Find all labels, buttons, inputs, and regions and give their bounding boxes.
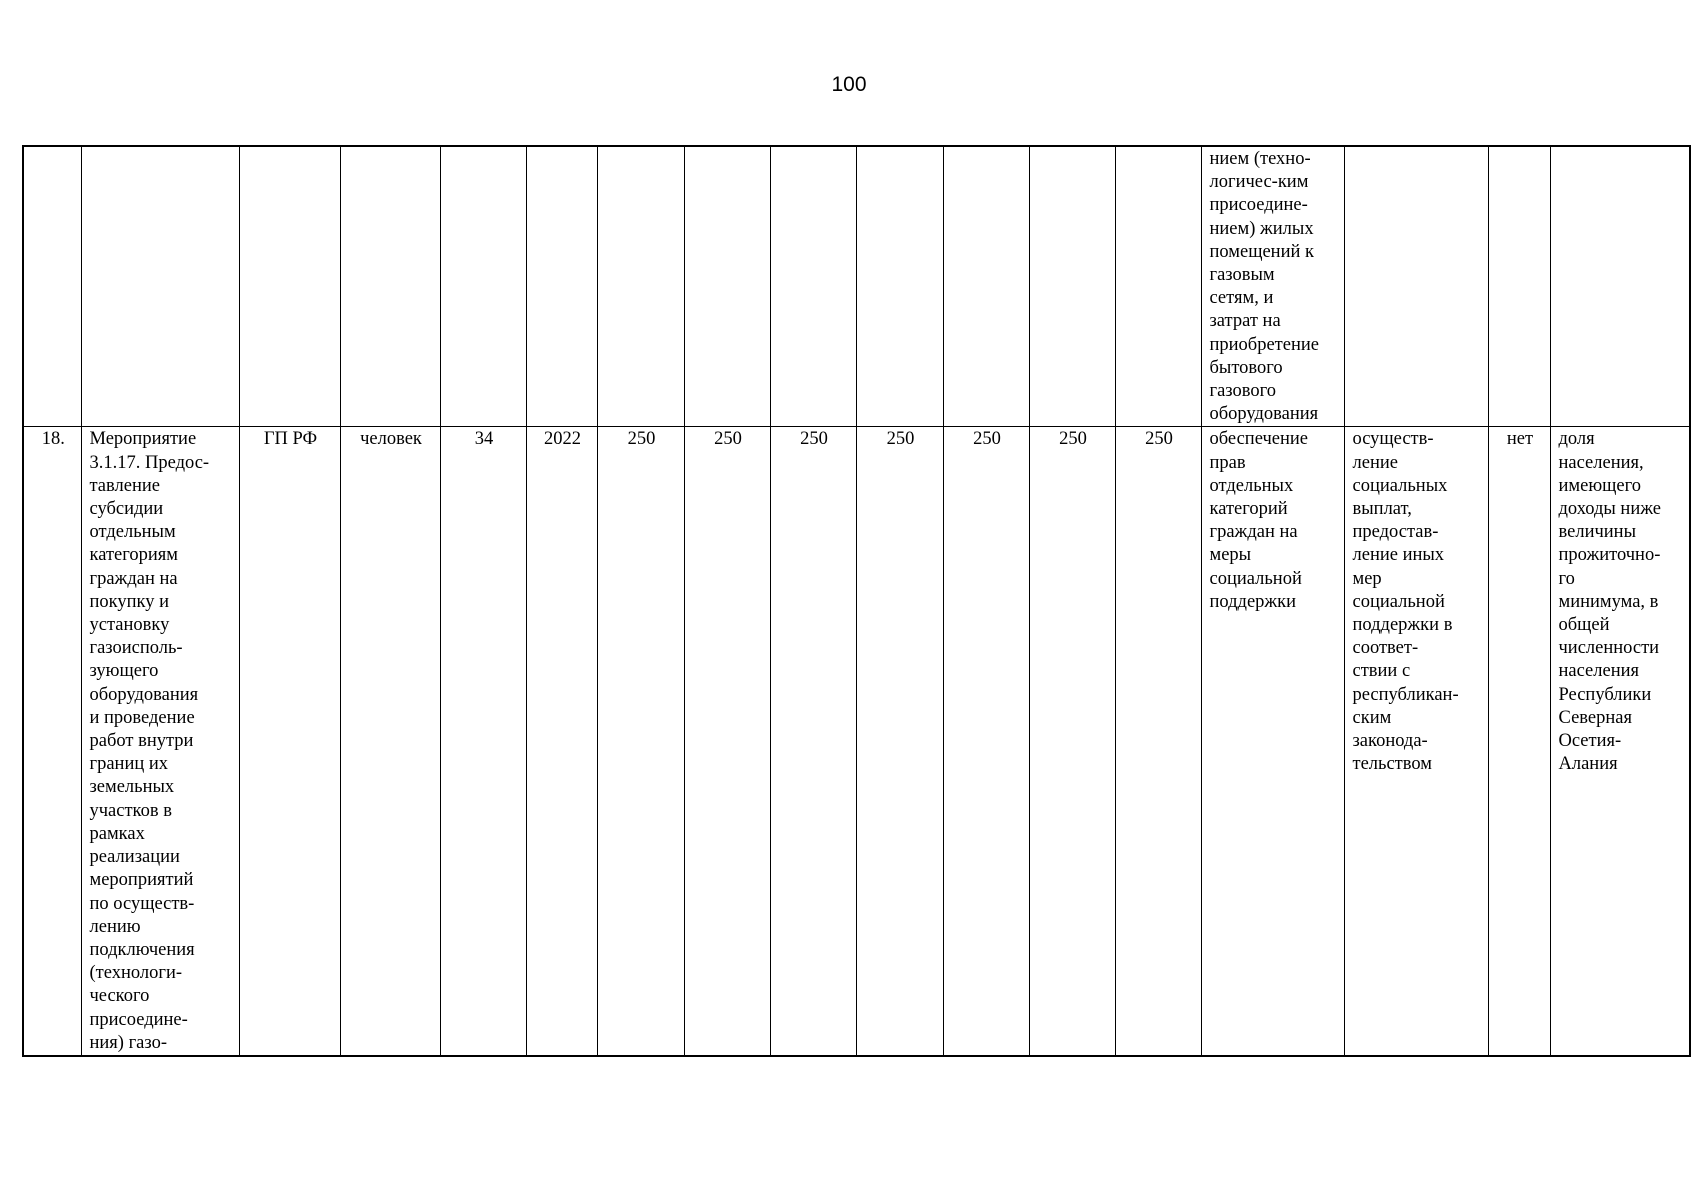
cell-year (526, 146, 597, 427)
cell-unit (340, 146, 440, 427)
cell-number (23, 146, 81, 427)
cell-number: 18. (23, 427, 81, 1056)
cell-value (770, 146, 856, 427)
cell-value: 250 (1029, 427, 1115, 1056)
cell-indicator: доля населения, имеющего доходы ниже величины прожиточно- го минимума, в общей численности населения Республики Северная Осетия- Алания (1550, 427, 1690, 1056)
page-number: 100 (831, 73, 867, 96)
cell-value: 250 (1115, 427, 1201, 1056)
cell-executor (239, 146, 340, 427)
cell-value: 250 (856, 427, 943, 1056)
cell-flag: нет (1488, 427, 1550, 1056)
cell-base-value (440, 146, 526, 427)
cell-unit: человек (340, 427, 440, 1056)
cell-goal: нием (техно- логичес-ким присоедине- нием) жилых помещений к газовым сетям, и затрат на приобретение бытового газового оборудования (1201, 146, 1344, 427)
cell-description: осуществ- ление социальных выплат, предостав- ление иных мер социальной поддержки в соответ- ствии с республикан- ским законода- тельством (1344, 427, 1488, 1056)
cell-executor: ГП РФ (239, 427, 340, 1056)
table-row (23, 146, 1690, 427)
program-table (22, 145, 1691, 1057)
cell-value (597, 146, 684, 427)
table-row (23, 427, 1690, 1056)
cell-flag (1488, 146, 1550, 427)
cell-value (1029, 146, 1115, 427)
cell-indicator (1550, 146, 1690, 427)
cell-value (943, 146, 1029, 427)
cell-year: 2022 (526, 427, 597, 1056)
cell-value: 250 (943, 427, 1029, 1056)
cell-description (1344, 146, 1488, 427)
cell-value: 250 (684, 427, 770, 1056)
cell-value: 250 (770, 427, 856, 1056)
cell-value (856, 146, 943, 427)
cell-value (684, 146, 770, 427)
cell-goal: обеспечение прав отдельных категорий граждан на меры социальной поддержки (1201, 427, 1344, 1056)
cell-name (81, 146, 239, 427)
cell-name: Мероприятие 3.1.17. Предос- тавление субсидии отдельным категориям граждан на покупку и установку газоисполь- зующего оборудования и проведение работ внутри границ их земельных участков в рамках реализации мероприятий по осуществ- лению подключения (технологи- ческого присоедине- ния) газо- (81, 427, 239, 1056)
cell-value: 250 (597, 427, 684, 1056)
cell-value (1115, 146, 1201, 427)
cell-base-value: 34 (440, 427, 526, 1056)
